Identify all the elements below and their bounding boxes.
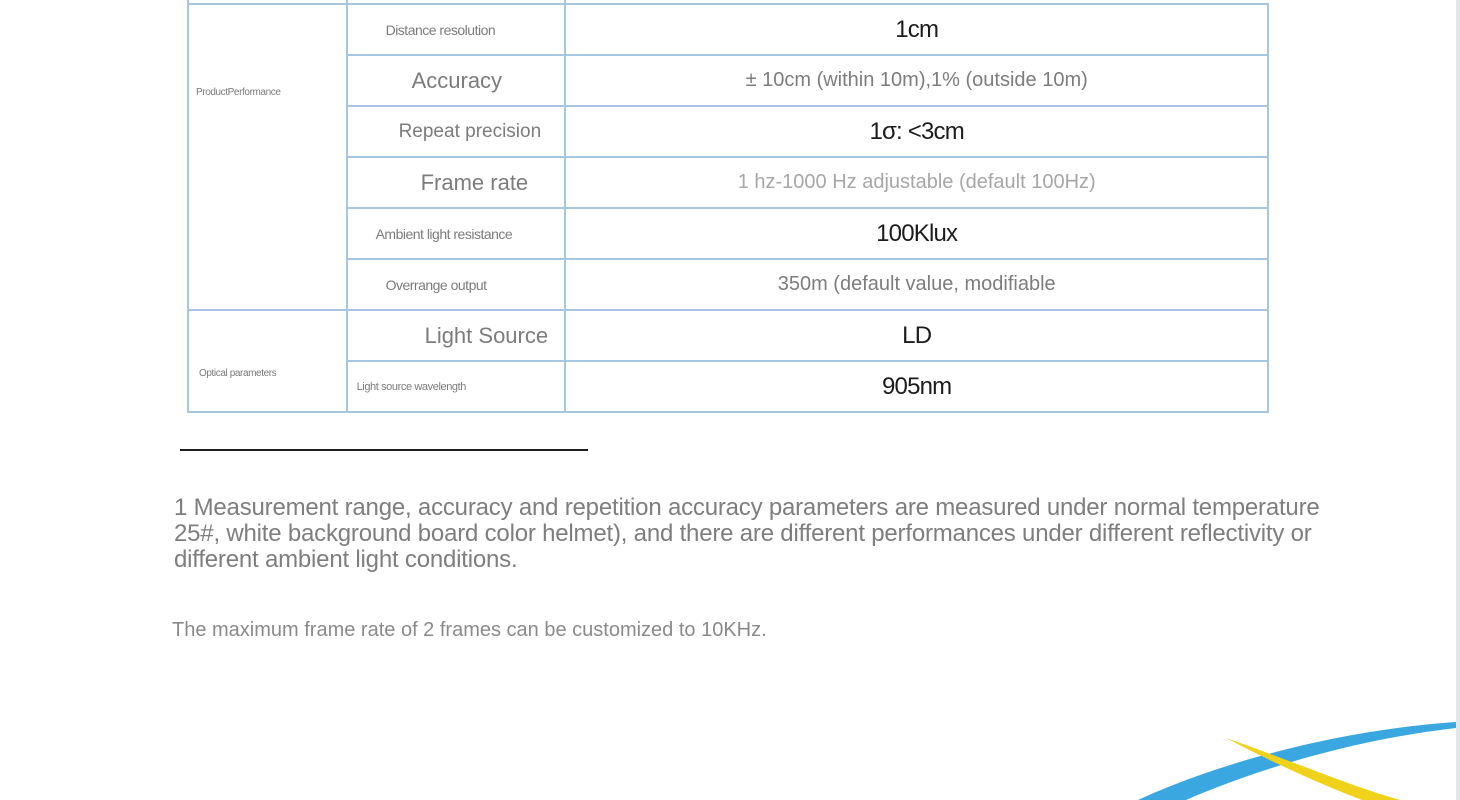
- param-value: 1σ: <3cm: [565, 106, 1268, 157]
- param-label: Light Source: [347, 310, 566, 361]
- param-label: Light source wavelength: [347, 361, 566, 412]
- footnote-1: 1 Measurement range, accuracy and repetition accuracy parameters are measured under normal temperature 25#, white background board color helmet), and there are different performances under different reflectivity or different ambient light conditions.: [174, 494, 1320, 573]
- category-label-optical-parameters: Optical parameters: [188, 310, 347, 412]
- category-label-product-performance: ProductPerformance: [188, 4, 347, 310]
- table-row: [188, 310, 1268, 361]
- param-label: Accuracy: [347, 55, 566, 106]
- param-value: LD: [565, 310, 1268, 361]
- param-label: Repeat precision: [347, 106, 566, 157]
- page-edge: [1456, 0, 1460, 800]
- param-label: Distance resolution: [347, 4, 566, 55]
- footnote-2: The maximum frame rate of 2 frames can be customized to 10KHz.: [172, 619, 767, 641]
- footnote-divider: [180, 449, 588, 451]
- swoosh-logo-icon: [1100, 700, 1460, 800]
- table-row: [188, 361, 1268, 412]
- table-row: [188, 208, 1268, 259]
- table-row: [188, 106, 1268, 157]
- param-label: Frame rate: [347, 157, 566, 208]
- param-label: Ambient light resistance: [347, 208, 566, 259]
- table-row: [188, 259, 1268, 310]
- table-row: [188, 55, 1268, 106]
- param-value: 1cm: [565, 4, 1268, 55]
- param-value: 905nm: [565, 361, 1268, 412]
- param-value: ± 10cm (within 10m),1% (outside 10m): [565, 55, 1268, 106]
- param-value: 350m (default value, modifiable: [565, 259, 1268, 310]
- param-label: Overrange output: [347, 259, 566, 310]
- table-row: [188, 157, 1268, 208]
- param-value: 100Klux: [565, 208, 1268, 259]
- spec-table: [187, 0, 1269, 413]
- table-row: [188, 4, 1268, 55]
- param-value: 1 hz-1000 Hz adjustable (default 100Hz): [565, 157, 1268, 208]
